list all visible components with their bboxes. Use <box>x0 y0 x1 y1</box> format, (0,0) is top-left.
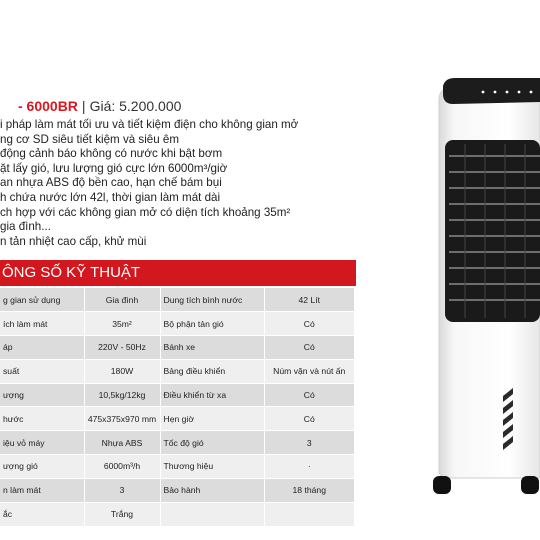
spec-label: Thương hiệu <box>160 455 264 479</box>
spec-value: Nhựa ABS <box>84 431 160 455</box>
spec-value: 6000m³/h <box>84 455 160 479</box>
spec-value: 10,5kg/12kg <box>84 383 160 407</box>
wheel-icon <box>433 476 539 494</box>
spec-label: áp <box>0 336 84 360</box>
spec-label: hước <box>0 407 84 431</box>
spec-label: suất <box>0 359 84 383</box>
spec-value: 42 Lít <box>264 288 354 312</box>
spec-label: ắc <box>0 502 84 526</box>
table-row <box>0 431 354 455</box>
feature-item: gia đình... <box>0 220 51 234</box>
spec-value: Có <box>264 407 354 431</box>
product-model: - 6000BR <box>18 98 78 114</box>
table-row <box>0 478 354 502</box>
spec-value: Gia đình <box>84 288 160 312</box>
spec-label: ích làm mát <box>0 312 84 336</box>
product-title <box>18 98 181 114</box>
air-cooler-illustration <box>425 78 540 510</box>
table-row <box>0 359 354 383</box>
spec-label: Bánh xe <box>160 336 264 360</box>
spec-value: · <box>264 455 354 479</box>
spec-label: Hẹn giờ <box>160 407 264 431</box>
feature-item: ặt lấy gió, lưu lượng gió cực lớn 6000m³/giờ <box>0 161 228 175</box>
spec-value: 18 tháng <box>264 478 354 502</box>
spec-label: ượng <box>0 383 84 407</box>
product-price: Giá: 5.200.000 <box>89 98 182 114</box>
feature-item: h chứa nước lớn 42l, thời gian làm mát dài <box>0 190 221 204</box>
table-row <box>0 383 354 407</box>
spec-label: iệu vỏ máy <box>0 431 84 455</box>
feature-list <box>0 118 360 249</box>
feature-item: động cảnh báo không có nước khi bật bơm <box>0 147 223 161</box>
spec-value: Trắng <box>84 502 160 526</box>
table-row <box>0 407 354 431</box>
spec-value: Có <box>264 336 354 360</box>
spec-value: 475x375x970 mm <box>84 407 160 431</box>
spec-label: Bảng điều khiển <box>160 359 264 383</box>
spec-value: 3 <box>84 478 160 502</box>
table-row <box>0 502 354 526</box>
table-row <box>0 312 354 336</box>
spec-value: Có <box>264 312 354 336</box>
feature-item: an nhựa ABS độ bền cao, hạn chế bám bụi <box>0 176 222 190</box>
spec-label: n làm mát <box>0 478 84 502</box>
feature-item: n tản nhiệt cao cấp, khử mùi <box>0 234 147 248</box>
title-separator: | <box>81 98 86 114</box>
spec-label: Điều khiển từ xa <box>160 383 264 407</box>
spec-label: Bảo hành <box>160 478 264 502</box>
feature-item: ch hợp với các không gian mở có diện tích khoảng 35m² <box>0 205 291 219</box>
table-row <box>0 455 354 479</box>
spec-label: ượng gió <box>0 455 84 479</box>
spec-label: Tốc độ gió <box>160 431 264 455</box>
table-row <box>0 288 354 312</box>
spec-label: Bộ phận tản gió <box>160 312 264 336</box>
spec-value: 3 <box>264 431 354 455</box>
spec-value <box>264 502 354 526</box>
spec-header: ÔNG SỐ KỸ THUẬT <box>0 260 356 286</box>
spec-value: 220V - 50Hz <box>84 336 160 360</box>
spec-value: 180W <box>84 359 160 383</box>
spec-table <box>0 288 354 526</box>
feature-item: ng cơ SD siêu tiết kiệm và siêu êm <box>0 132 180 146</box>
spec-value: Có <box>264 383 354 407</box>
control-panel <box>443 78 540 104</box>
feature-item: i pháp làm mát tối ưu và tiết kiệm điện cho không gian mở <box>0 118 299 131</box>
spec-label <box>160 502 264 526</box>
spec-value: Núm vặn và nút ấn <box>264 359 354 383</box>
table-row <box>0 336 354 360</box>
spec-label: g gian sử dụng <box>0 288 84 312</box>
spec-value: 35m² <box>84 312 160 336</box>
spec-label: Dung tích bình nước <box>160 288 264 312</box>
louver-grille <box>445 140 540 322</box>
